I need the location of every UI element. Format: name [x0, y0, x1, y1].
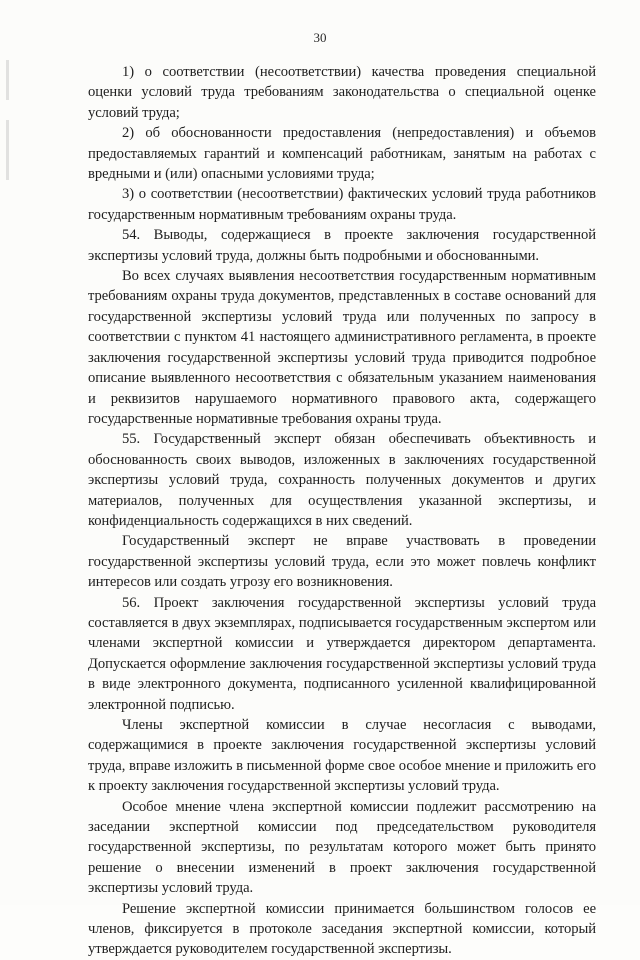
document-body — [88, 62, 596, 960]
scan-artifact — [6, 120, 9, 180]
paragraph-special-opinion: Особое мнение члена экспертной комиссии подлежит рассмотрению на заседании экспертной комиссии под председательством руководителя государственной экспертизы, по результатам которого может быть принято решение о внесении изменений в проект заключения государственной экспертизы условий труда. — [88, 798, 596, 897]
page-number: 30 — [313, 30, 327, 45]
paragraph-item-3: 3) о соответствии (несоответствии) фактических условий труда работников государственным нормативным требованиям охраны труда. — [88, 186, 596, 223]
paragraph-item-2: 2) об обоснованности предоставления (непредоставления) и объемов предоставляемых гарантий и компенсаций работникам, занятым на работах с вредными и (или) опасными условиями труда; — [88, 125, 596, 183]
paragraph-54: 54. Выводы, содержащиеся в проекте заключения государственной экспертизы условий труда, должны быть подробными и обоснованными. — [88, 227, 596, 264]
paragraph-55: 55. Государственный эксперт обязан обеспечивать объективность и обоснованность своих выводов, изложенных в заключениях государственной экспертизы условий труда, сохранность полученных документов и других материалов, полученных для осуществления указанной экспертизы, и конфиденциальность содержащихся в них сведений. — [88, 431, 596, 529]
paragraph-item-1: 1) о соответствии (несоответствии) качества проведения специальной оценки условий труда требованиям законодательства о специальной оценке условий труда; — [88, 64, 596, 121]
paragraph-nonconformity: Во всех случаях выявления несоответствия государственным нормативным требованиям охраны труда документов, представленных в составе оснований для государственной экспертизы условий труда или полученных по запросу в соответствии с пунктом 41 настоящего административного регламента, в проекте заключения государственной экспертизы условий труда приводится подробное описание выявленного несоответствия с обязательным указанием наименования и реквизитов нарушаемого нормативного правового акта, содержащего государственные нормативные требования охраны труда. — [88, 268, 596, 427]
paragraph-conflict-of-interest: Государственный эксперт не вправе участвовать в проведении государственной экспертизы условий труда, если это может повлечь конфликт интересов или создать угрозу его возникновения. — [88, 533, 596, 591]
paragraph-commission-decision: Решение экспертной комиссии принимается большинством голосов ее членов, фиксируется в протоколе заседания экспертной комиссии, который утверждается руководителем государственной экспертизы. — [88, 900, 596, 958]
scan-artifact — [6, 60, 9, 100]
paragraph-commission-disagreement: Члены экспертной комиссии в случае несогласия с выводами, содержащимися в проекте заключения государственной экспертизы условий труда, вправе изложить в письменной форме свое особое мнение и приложить его к проекту заключения государственной экспертизы условий труда. — [88, 717, 596, 795]
paragraph-56: 56. Проект заключения государственной экспертизы условий труда составляется в двух экземплярах, подписывается государственным экспертом или членами экспертной комиссии и утверждается директором департамента. Допускается оформление заключения государственной экспертизы условий труда в виде электронного документа, подписанного усиленной квалифицированной электронной подписью. — [88, 594, 596, 713]
